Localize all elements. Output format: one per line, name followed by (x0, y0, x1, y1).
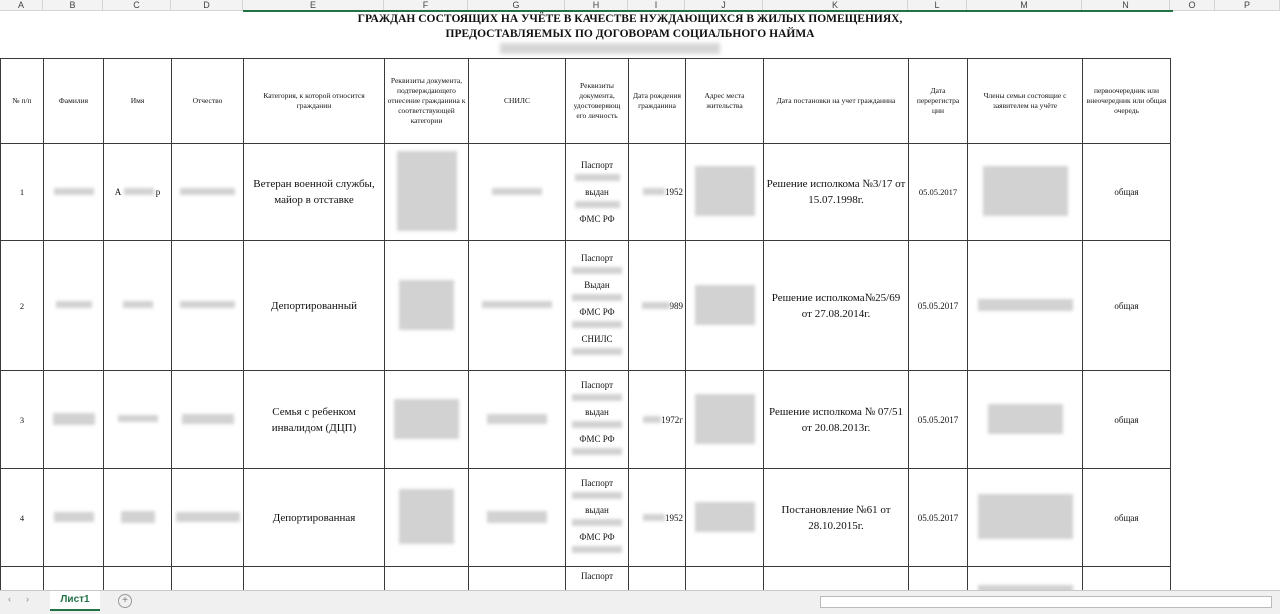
cell-num[interactable]: 1 (1, 144, 44, 241)
cell-rereg[interactable]: 05.05.2017 (909, 469, 968, 567)
redacted-text (572, 448, 622, 455)
cell-category[interactable]: Семья с ребенком инвалидом (ДЦП) (244, 371, 385, 469)
redacted-text (978, 299, 1073, 311)
cell-queue[interactable]: общая (1083, 241, 1171, 371)
cell-queue[interactable]: общая (1083, 371, 1171, 469)
cell-patronymic[interactable] (172, 469, 244, 567)
column-header[interactable]: E (243, 0, 384, 10)
column-header[interactable]: F (384, 0, 468, 10)
redacted-text (56, 301, 92, 308)
cell-queue[interactable]: общая (1083, 469, 1171, 567)
redacted-text (988, 404, 1063, 434)
redacted-text (983, 166, 1068, 216)
cell-patronymic[interactable] (172, 241, 244, 371)
redacted-text (482, 301, 552, 308)
id-doc-line: Паспорт (580, 478, 614, 488)
redacted-text (572, 546, 622, 553)
column-header[interactable]: B (43, 0, 103, 10)
birth-year: 1972г (661, 414, 683, 425)
column-header[interactable]: D (171, 0, 243, 10)
header-reg-date[interactable]: Дата постановки на учет гражданина (764, 59, 909, 144)
cell-birth[interactable] (629, 144, 686, 241)
cell-snils[interactable] (469, 371, 566, 469)
header-family[interactable]: Члены семьи состоящие с заявителем на учёте (968, 59, 1083, 144)
column-header[interactable]: N (1082, 0, 1170, 10)
cell-snils[interactable] (469, 241, 566, 371)
redacted-text (54, 188, 94, 195)
header-rereg[interactable]: Дата перерегистра ции (909, 59, 968, 144)
column-header[interactable]: K (763, 0, 908, 10)
column-header[interactable]: H (565, 0, 628, 10)
redacted-text (176, 512, 240, 522)
cell-birth[interactable] (629, 371, 686, 469)
header-birth[interactable]: Дата рождения гражданина (629, 59, 686, 144)
table-row (1, 371, 1171, 469)
id-doc-line: Паспорт (580, 380, 614, 390)
name-fragment-end: р (155, 187, 161, 197)
redacted-text (695, 166, 755, 216)
sheet-title-line-2: ПРЕДОСТАВЛЯЕМЫХ ПО ДОГОВОРАМ СОЦИАЛЬНОГО НАЙМА (445, 28, 815, 40)
column-header[interactable]: A (0, 0, 43, 10)
cell-rereg[interactable]: 05.05.2017 (909, 144, 968, 241)
cell-address[interactable] (686, 241, 764, 371)
redacted-text (642, 302, 670, 309)
sheet-nav-prev[interactable]: ‹ (8, 594, 11, 604)
id-doc-line: ФМС РФ (579, 214, 615, 224)
header-surname[interactable]: Фамилия (44, 59, 104, 144)
redacted-text (124, 188, 154, 195)
redacted-text (575, 174, 620, 181)
redacted-text (572, 421, 622, 428)
cell-address[interactable] (686, 144, 764, 241)
redacted-text (695, 285, 755, 325)
redacted-text (118, 415, 158, 422)
cell-address[interactable] (686, 371, 764, 469)
table-row (1, 144, 1171, 241)
column-header[interactable]: P (1215, 0, 1280, 10)
cell-doc[interactable] (385, 241, 469, 371)
table-row (1, 469, 1171, 567)
cell-snils[interactable] (469, 469, 566, 567)
cell-doc[interactable] (385, 469, 469, 567)
column-header[interactable]: C (103, 0, 171, 10)
cell-doc[interactable] (385, 371, 469, 469)
redacted-text (572, 294, 622, 301)
cell-queue[interactable]: общая (1083, 144, 1171, 241)
cell-category[interactable]: Депортированный (244, 241, 385, 371)
cell-name[interactable] (104, 241, 172, 371)
id-doc-line: СНИЛС (581, 333, 613, 344)
header-row (1, 59, 1171, 144)
cell-surname[interactable] (44, 371, 104, 469)
cell-category[interactable]: Ветеран военной службы, майор в отставке (244, 144, 385, 241)
birth-year: 989 (669, 300, 683, 311)
cell-id-doc[interactable] (566, 469, 629, 567)
cell-family[interactable] (968, 241, 1083, 371)
cell-address[interactable] (686, 469, 764, 567)
sheet-title-line-1: ГРАЖДАН СОСТОЯЩИХ НА УЧЁТЕ В КАЧЕСТВЕ НУЖДАЮЩИХСЯ В ЖИЛЫХ ПОМЕЩЕНИЯХ, (357, 13, 903, 25)
cell-reg-date[interactable]: Постановление №61 от 28.10.2015г. (764, 469, 909, 567)
table-row (1, 241, 1171, 371)
redacted-text (53, 413, 95, 425)
add-sheet-icon[interactable]: + (118, 594, 132, 608)
cell-birth[interactable] (629, 241, 686, 371)
cell-num[interactable]: 4 (1, 469, 44, 567)
redacted-text (487, 511, 547, 523)
cell-doc[interactable] (385, 144, 469, 241)
cell-surname[interactable] (44, 469, 104, 567)
column-header[interactable]: O (1170, 0, 1215, 10)
sheet-tab-bar (0, 590, 1280, 614)
header-queue[interactable]: первоочередник или внеочередник или общая очередь (1083, 59, 1171, 144)
cell-surname[interactable] (44, 241, 104, 371)
redacted-text (180, 188, 235, 195)
redacted-text (123, 301, 153, 308)
id-doc-line: ФМС РФ (579, 532, 615, 542)
redacted-text (572, 267, 622, 274)
redacted-text (487, 414, 547, 424)
redacted-text (572, 394, 622, 401)
column-header[interactable]: L (908, 0, 967, 10)
cell-rereg[interactable]: 05.05.2017 (909, 371, 968, 469)
sheet-tab-list1[interactable]: Лист1 (50, 591, 100, 611)
cell-name[interactable] (104, 469, 172, 567)
redacted-text (643, 416, 661, 423)
id-doc-line: ФМС РФ (579, 306, 615, 317)
redacted-text (978, 494, 1073, 539)
cell-reg-date[interactable]: Решение исполкома№25/69 от 27.08.2014г. (764, 241, 909, 371)
cell-num[interactable]: 3 (1, 371, 44, 469)
redacted-text (399, 489, 454, 544)
id-doc-line: Паспорт (580, 252, 614, 263)
redacted-text (54, 512, 94, 522)
cell-snils[interactable] (469, 144, 566, 241)
cell-name[interactable] (104, 371, 172, 469)
redacted-text (575, 201, 620, 208)
data-table (0, 58, 1171, 607)
redacted-text (572, 321, 622, 328)
redacted-text (643, 188, 665, 195)
column-header[interactable]: M (967, 0, 1082, 10)
redacted-area (500, 43, 720, 54)
redacted-text (572, 519, 622, 526)
cell-patronymic[interactable] (172, 371, 244, 469)
cell-surname[interactable] (44, 144, 104, 241)
cell-reg-date[interactable]: Решение исполкома №3/17 от 15.07.1998г. (764, 144, 909, 241)
redacted-text (695, 502, 755, 532)
id-doc-line: Паспорт (580, 571, 614, 581)
column-header[interactable]: J (685, 0, 763, 10)
header-name[interactable]: Имя (104, 59, 172, 144)
cell-num[interactable]: 2 (1, 241, 44, 371)
id-doc-line: Паспорт (580, 160, 614, 170)
header-id-doc[interactable]: Реквизиты документа, удостоверяющ его личность (566, 59, 629, 144)
id-doc-line: Выдан (584, 279, 610, 290)
redacted-text (397, 151, 457, 231)
cell-id-doc[interactable] (566, 371, 629, 469)
id-doc-line: выдан (585, 187, 609, 197)
cell-id-doc[interactable] (566, 144, 629, 241)
selection-border (243, 10, 1173, 12)
cell-name[interactable] (104, 144, 172, 241)
id-doc-line: выдан (585, 407, 609, 417)
redacted-text (572, 348, 622, 355)
cell-category[interactable]: Депортированная (244, 469, 385, 567)
cell-family[interactable] (968, 144, 1083, 241)
header-doc[interactable]: Реквизиты документа, подтверждающего отнесение гражданина к соответствующей категории (385, 59, 469, 144)
header-category[interactable]: Категория, к которой относится гражданин (244, 59, 385, 144)
cell-patronymic[interactable] (172, 144, 244, 241)
redacted-text (180, 301, 235, 308)
cell-rereg[interactable]: 05.05.2017 (909, 241, 968, 371)
redacted-text (695, 394, 755, 444)
redacted-text (643, 514, 665, 521)
header-patronymic[interactable]: Отчество (172, 59, 244, 144)
cell-reg-date[interactable]: Решение исполкома № 07/51 от 20.08.2013г. (764, 371, 909, 469)
name-fragment: А (114, 187, 122, 197)
header-address[interactable]: Адрес места жительства (686, 59, 764, 144)
column-header[interactable]: G (468, 0, 565, 10)
horizontal-scrollbar[interactable] (820, 596, 1272, 608)
id-doc-line: выдан (585, 505, 609, 515)
birth-year: 1952 (665, 512, 683, 523)
redacted-text (121, 511, 155, 523)
header-num[interactable]: № п/п (1, 59, 44, 144)
redacted-text (394, 399, 459, 439)
cell-id-doc[interactable] (566, 241, 629, 371)
cell-birth[interactable] (629, 469, 686, 567)
column-header[interactable]: I (628, 0, 685, 10)
cell-family[interactable] (968, 371, 1083, 469)
cell-family[interactable] (968, 469, 1083, 567)
sheet-nav-next[interactable]: › (26, 594, 29, 604)
birth-year: 1952 (665, 187, 683, 197)
redacted-text (182, 414, 234, 424)
redacted-text (399, 280, 454, 330)
redacted-text (492, 188, 542, 195)
redacted-text (572, 492, 622, 499)
id-doc-line: ФМС РФ (579, 434, 615, 444)
header-snils[interactable]: СНИЛС (469, 59, 566, 144)
